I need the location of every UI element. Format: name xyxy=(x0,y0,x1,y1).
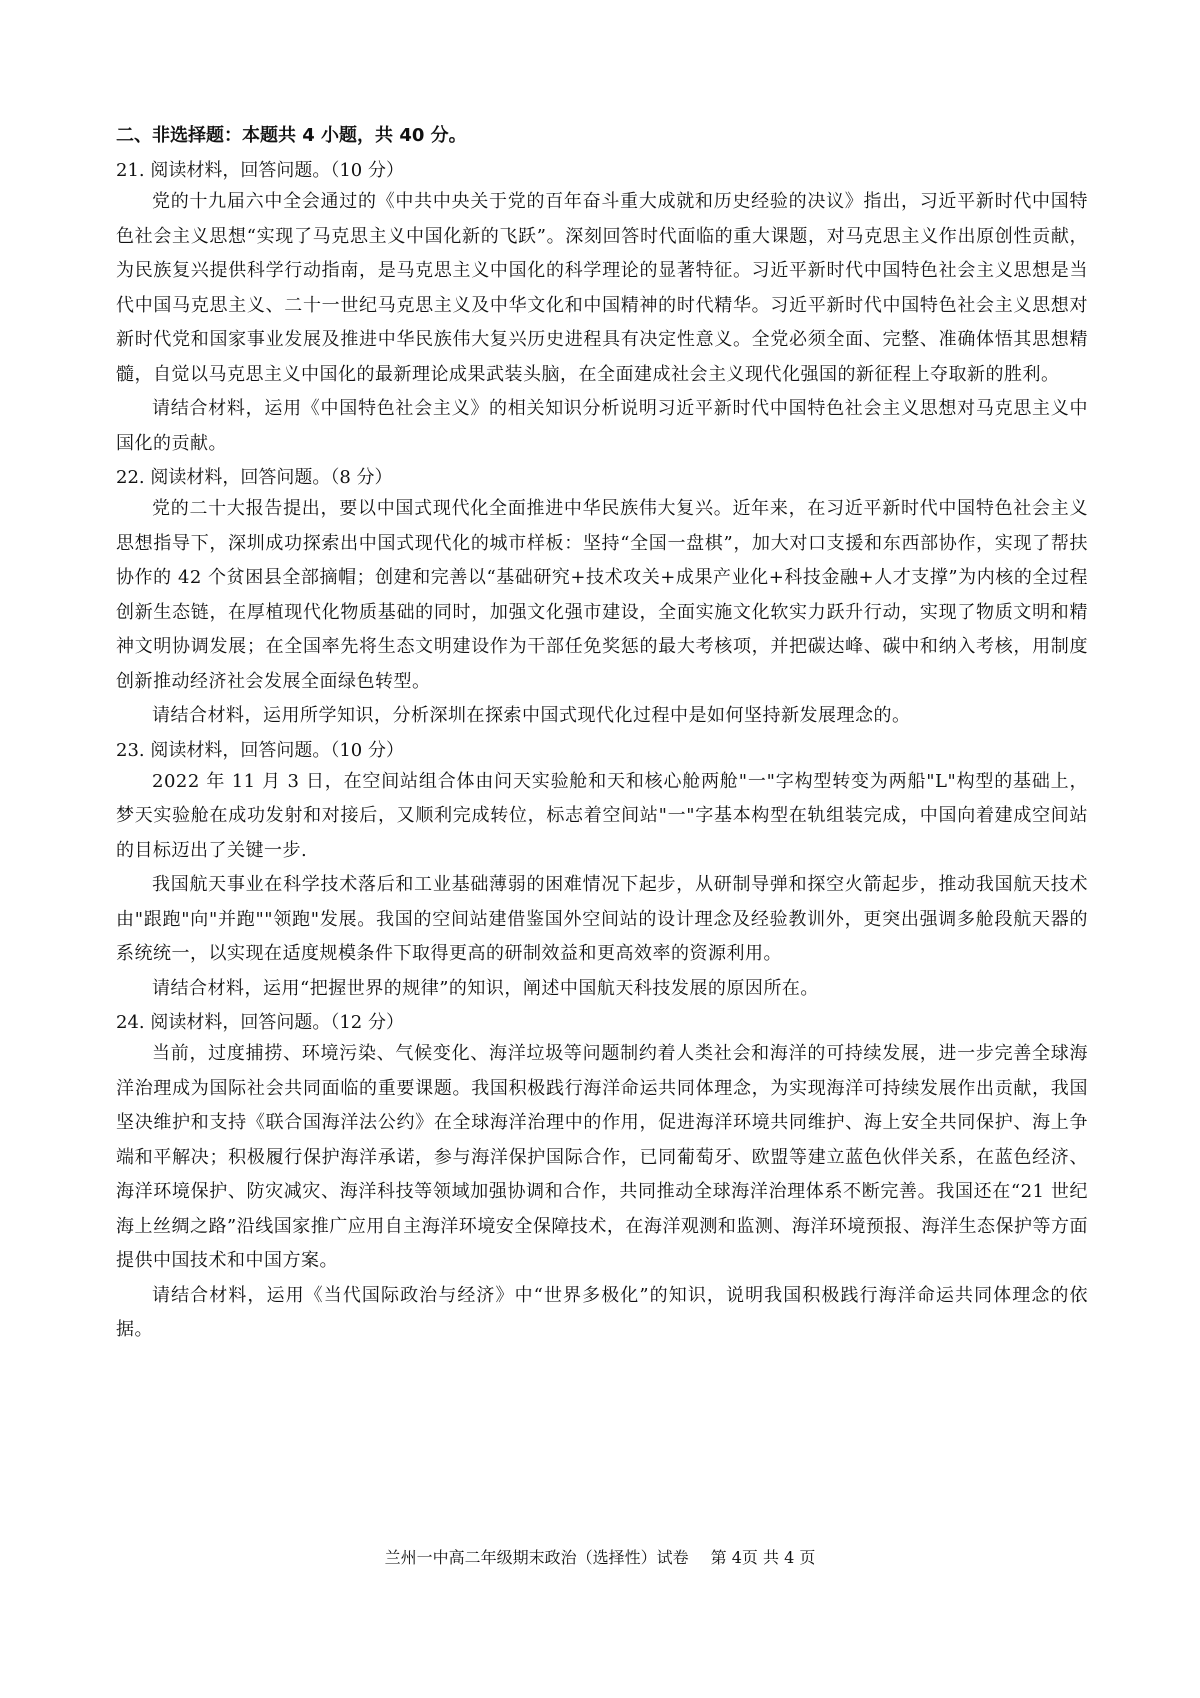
material-paragraph: 党的二十大报告提出，要以中国式现代化全面推进中华民族伟大复兴。近年来，在习近平新时代中国特色社会主义思想指导下，深圳成功探索出中国式现代化的城市样板：坚持“全国一盘棋”，加大对口支援和东西部协作，实现了帮扶协作的 42 个贫困县全部摘帽；创建和完善以“基础研究+技术攻关+成果产业化+科技金融+人才支撑”为内核的全过程创新生态链，在厚植现代化物质基础的同时，加强文化强市建设，全面实施文化软实力跃升行动，实现了物质文明和精神文明协调发展；在全国率先将生态文明建设作为干部任免奖惩的最大考核项，并把碳达峰、碳中和纳入考核，用制度创新推动经济社会发展全面绿色转型。 xyxy=(116,498,1088,692)
material-paragraph: 我国航天事业在科学技术落后和工业基础薄弱的困难情况下起步，从研制导弹和探空火箭起步，推动我国航天技术由"跟跑"向"并跑""领跑"发展。我国的空间站建借鉴国外空间站的设计理念及经验教训外，更突出强调多舱段航天器的系统统一，以实现在适度规模条件下取得更高的研制效益和更高效率的资源利用。 xyxy=(116,874,1088,964)
question-header: 22. 阅读材料，回答问题。（8 分） xyxy=(116,467,393,488)
exam-page-body xyxy=(116,122,1088,1350)
material-paragraph: 党的十九届六中全会通过的《中共中央关于党的百年奋斗重大成就和历史经验的决议》指出，习近平新时代中国特色社会主义思想“实现了马克思主义中国化新的飞跃”。深刻回答时代面临的重大课题，对马克思主义作出原创性贡献，为民族复兴提供科学行动指南，是马克思主义中国化的科学理论的显著特征。习近平新时代中国特色社会主义思想是当代中国马克思主义、二十一世纪马克思主义及中华文化和中国精神的时代精华。习近平新时代中国特色社会主义思想对新时代党和国家事业发展及推进中华民族伟大复兴历史进程具有决定性意义。全党必须全面、完整、准确体悟其思想精髓，自觉以马克思主义中国化的最新理论成果武装头脑，在全面建成社会主义现代化强国的新征程上夺取新的胜利。 xyxy=(116,191,1088,385)
question-24 xyxy=(116,1008,1088,1348)
question-prompt: 请结合材料，运用《中国特色社会主义》的相关知识分析说明习近平新时代中国特色社会主义思想对马克思主义中国化的贡献。 xyxy=(116,398,1088,454)
page-footer xyxy=(0,1546,1200,1570)
question-23 xyxy=(116,736,1088,1007)
question-22 xyxy=(116,463,1088,734)
question-header: 24. 阅读材料，回答问题。（12 分） xyxy=(116,1012,404,1033)
material-paragraph: 2022 年 11 月 3 日，在空间站组合体由问天实验舱和天和核心舱两舱"一"字构型转变为两船"L"构型的基础上，梦天实验舱在成功发射和对接后，又顺利完成转位，标志着空间站"一"字基本构型在轨组装完成，中国向着建成空间站的目标迈出了关键一步. xyxy=(116,770,1088,861)
section-title: 二、非选择题：本题共 4 小题，共 40 分。 xyxy=(116,125,467,146)
question-21 xyxy=(116,156,1088,461)
question-prompt: 请结合材料，运用“把握世界的规律”的知识，阐述中国航天科技发展的原因所在。 xyxy=(152,977,819,999)
question-header: 23. 阅读材料，回答问题。（10 分） xyxy=(116,739,404,761)
question-prompt: 请结合材料，运用《当代国际政治与经济》中“世界多极化”的知识，说明我国积极践行海洋命运共同体理念的依据。 xyxy=(116,1284,1088,1340)
question-header: 21. 阅读材料，回答问题。（10 分） xyxy=(116,160,404,181)
question-prompt: 请结合材料，运用所学知识，分析深圳在探索中国式现代化过程中是如何坚持新发展理念的。 xyxy=(152,705,911,726)
footer-page-number: 第 4页 共 4 页 xyxy=(710,1548,816,1567)
material-paragraph: 当前，过度捕捞、环境污染、气候变化、海洋垃圾等问题制约着人类社会和海洋的可持续发展，进一步完善全球海洋治理成为国际社会共同面临的重要课题。我国积极践行海洋命运共同体理念，为实现海洋可持续发展作出贡献，我国坚决维护和支持《联合国海洋法公约》在全球海洋治理中的作用，促进海洋环境共同维护、海上安全共同保护、海上争端和平解决；积极履行保护海洋承诺，参与海洋保护国际合作，已同葡萄牙、欧盟等建立蓝色伙伴关系，在蓝色经济、海洋环境保护、防灾减灾、海洋科技等领域加强协调和合作，共同推动全球海洋治理体系不断完善。我国还在“21 世纪海上丝绸之路”沿线国家推广应用自主海洋环境安全保障技术，在海洋观测和监测、海洋环境预报、海洋生态保护等方面提供中国技术和中国方案。 xyxy=(116,1043,1088,1271)
footer-exam-name: 兰州一中高二年级期末政治（选择性）试卷 xyxy=(384,1548,689,1567)
